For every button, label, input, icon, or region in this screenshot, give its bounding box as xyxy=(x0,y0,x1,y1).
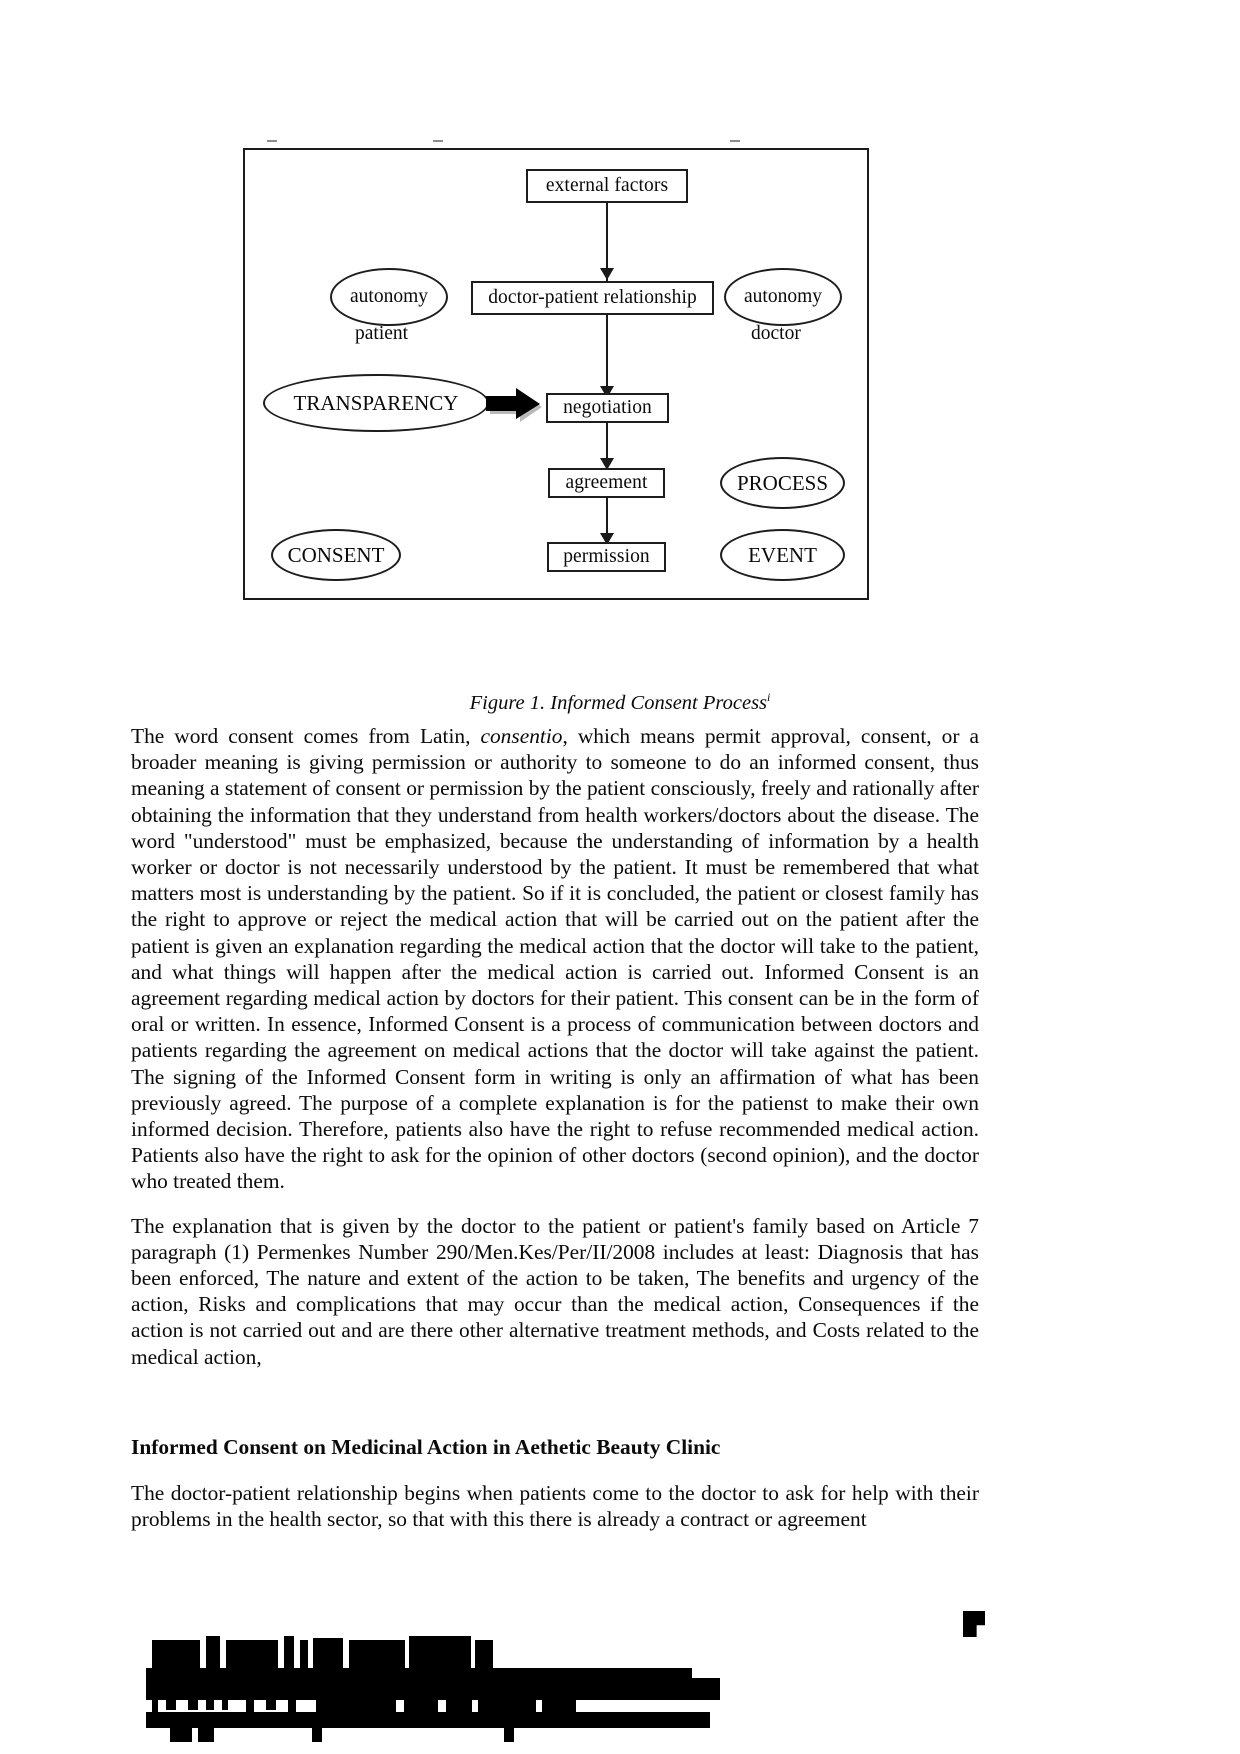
heading-spacer xyxy=(131,1460,979,1480)
redaction-block xyxy=(266,1700,276,1710)
redaction-block xyxy=(409,1636,471,1668)
figure-caption-text: Figure 1. Informed Consent Process xyxy=(469,691,768,714)
redaction-block xyxy=(446,1694,472,1712)
paragraph-doctor-patient-relationship-begins: The doctor-patient relationship begins when patients come to the doctor to ask for help with their problems in the health sector, so that with this there is already a contract or agreement xyxy=(131,1481,979,1532)
label-doctor xyxy=(751,323,801,345)
node-negotiation-label: negotiation xyxy=(563,397,652,419)
redaction-block xyxy=(226,1640,278,1668)
scan-tick-mark xyxy=(730,140,740,142)
node-doctor-patient-relationship xyxy=(471,281,714,315)
footer-redaction-artifacts xyxy=(0,1600,1240,1754)
node-event xyxy=(720,529,845,581)
node-doctor-patient-relationship-label: doctor-patient relationship xyxy=(488,287,697,309)
figure-caption xyxy=(0,690,1240,715)
redaction-block xyxy=(300,1640,308,1668)
node-consent xyxy=(271,529,401,581)
redaction-block xyxy=(170,1728,192,1742)
node-agreement xyxy=(548,468,665,498)
paragraph-consent-definition xyxy=(131,723,979,1195)
redaction-block xyxy=(349,1640,405,1668)
arrowhead-down xyxy=(600,268,614,280)
node-autonomy-patient xyxy=(330,268,448,326)
redaction-block xyxy=(504,1728,514,1742)
redaction-block xyxy=(246,1698,254,1712)
paragraph-article-7-explanation: The explanation that is given by the doctor to the patient or patient's family based on Article 7 paragraph (1) Permenkes Number 290/Men.Kes/Per/II/2008 includes at least: Diagnosis that has been enforced, The nature and extent of the action to be taken, The benefits and urgency of the action, Risks and complications that may occur than the medical action, Consequences if the action is not carried out and are there other alternative treatment methods, and Costs related to the medical action, xyxy=(131,1213,979,1369)
redaction-block xyxy=(312,1728,322,1742)
redaction-block xyxy=(206,1700,214,1710)
paragraph-1-rest: , which means permit approval, consent, or a broader meaning is giving permission or authority to someone to do an informed consent, thus meaning a statement of consent or permission by the patient consciously, freely and rationally after obtaining the information that they understand from health workers/doctors about the disease. The word "understood" must be emphasized, because the understanding of information by a health worker or doctor is not necessarily understood by the patient. It must be remembered that what matters most is understanding by the patient. So if it is concluded, the patient or closest family has the right to approve or reject the medical action that will be carried out on the patient after the patient is given an explanation regarding the medical action that the doctor will take to the patient, and what things will happen after the medical action is carried out. Informed Consent is an agreement regarding medical action by doctors for their patient. This consent can be in the form of oral or written. In essence, Informed Consent is a process of communication between doctors and patients regarding the agreement on medical actions that the doctor will take against the patient. The signing of the Informed Consent form in writing is only an affirmation of what has been previously agreed. The purpose of a complete explanation is for the patienst to make their own informed decision. Therefore, patients also have the right to refuse recommended medical action. Patients also have the right to ask for the opinion of other doctors (second opinion), and the doctor who treated them. xyxy=(131,724,979,1194)
redaction-block xyxy=(478,1696,536,1712)
node-autonomy-patient-label: autonomy xyxy=(350,286,428,307)
section-heading-aesthetic-beauty-clinic: Informed Consent on Medicinal Action in Aethetic Beauty Clinic xyxy=(131,1434,721,1459)
node-external-factors-label: external factors xyxy=(545,175,669,197)
redaction-block xyxy=(313,1638,343,1668)
node-autonomy-doctor xyxy=(724,268,842,326)
label-patient-text: patient xyxy=(355,323,409,344)
scan-tick-mark xyxy=(267,140,277,142)
node-permission xyxy=(547,542,666,572)
figure-caption-footnote-marker: i xyxy=(767,690,771,704)
redaction-block xyxy=(288,1694,296,1712)
label-patient xyxy=(355,323,408,345)
redaction-block xyxy=(166,1700,176,1710)
redaction-block xyxy=(542,1700,576,1712)
node-transparency xyxy=(263,374,489,432)
redaction-block xyxy=(198,1728,214,1742)
redaction-block xyxy=(404,1696,438,1712)
node-agreement-label: agreement xyxy=(565,472,648,494)
body-text-column xyxy=(131,723,979,1532)
label-doctor-text: doctor xyxy=(751,323,801,344)
block-arrow-transparency-to-negotiation xyxy=(484,388,546,424)
redaction-block xyxy=(152,1700,158,1712)
node-process-label: PROCESS xyxy=(736,470,829,495)
redaction-block xyxy=(284,1636,294,1668)
paragraph-1-lead: The word consent comes from Latin, xyxy=(131,724,481,748)
node-consent-label: CONSENT xyxy=(287,542,385,567)
node-permission-label: permission xyxy=(563,546,650,568)
connector-relationship-to-negotiation xyxy=(606,315,608,395)
redaction-block xyxy=(152,1640,200,1668)
redaction-block xyxy=(222,1700,228,1710)
redaction-bar xyxy=(146,1712,698,1728)
latin-term-consentio: consentio xyxy=(480,724,563,748)
redaction-block xyxy=(188,1700,198,1710)
redaction-block xyxy=(316,1696,396,1712)
node-process xyxy=(720,457,845,509)
node-autonomy-doctor-label: autonomy xyxy=(744,286,822,307)
node-external-factors xyxy=(526,169,688,203)
node-transparency-label: TRANSPARENCY xyxy=(293,390,459,415)
redaction-bar xyxy=(698,1712,710,1728)
node-negotiation xyxy=(546,393,669,423)
scan-tick-mark xyxy=(433,140,443,142)
figure-informed-consent-process xyxy=(243,148,869,600)
redaction-bar xyxy=(692,1678,720,1700)
node-event-label: EVENT xyxy=(748,542,817,567)
redaction-block xyxy=(475,1640,493,1668)
section-spacer xyxy=(131,1388,979,1434)
redaction-block xyxy=(206,1636,220,1668)
